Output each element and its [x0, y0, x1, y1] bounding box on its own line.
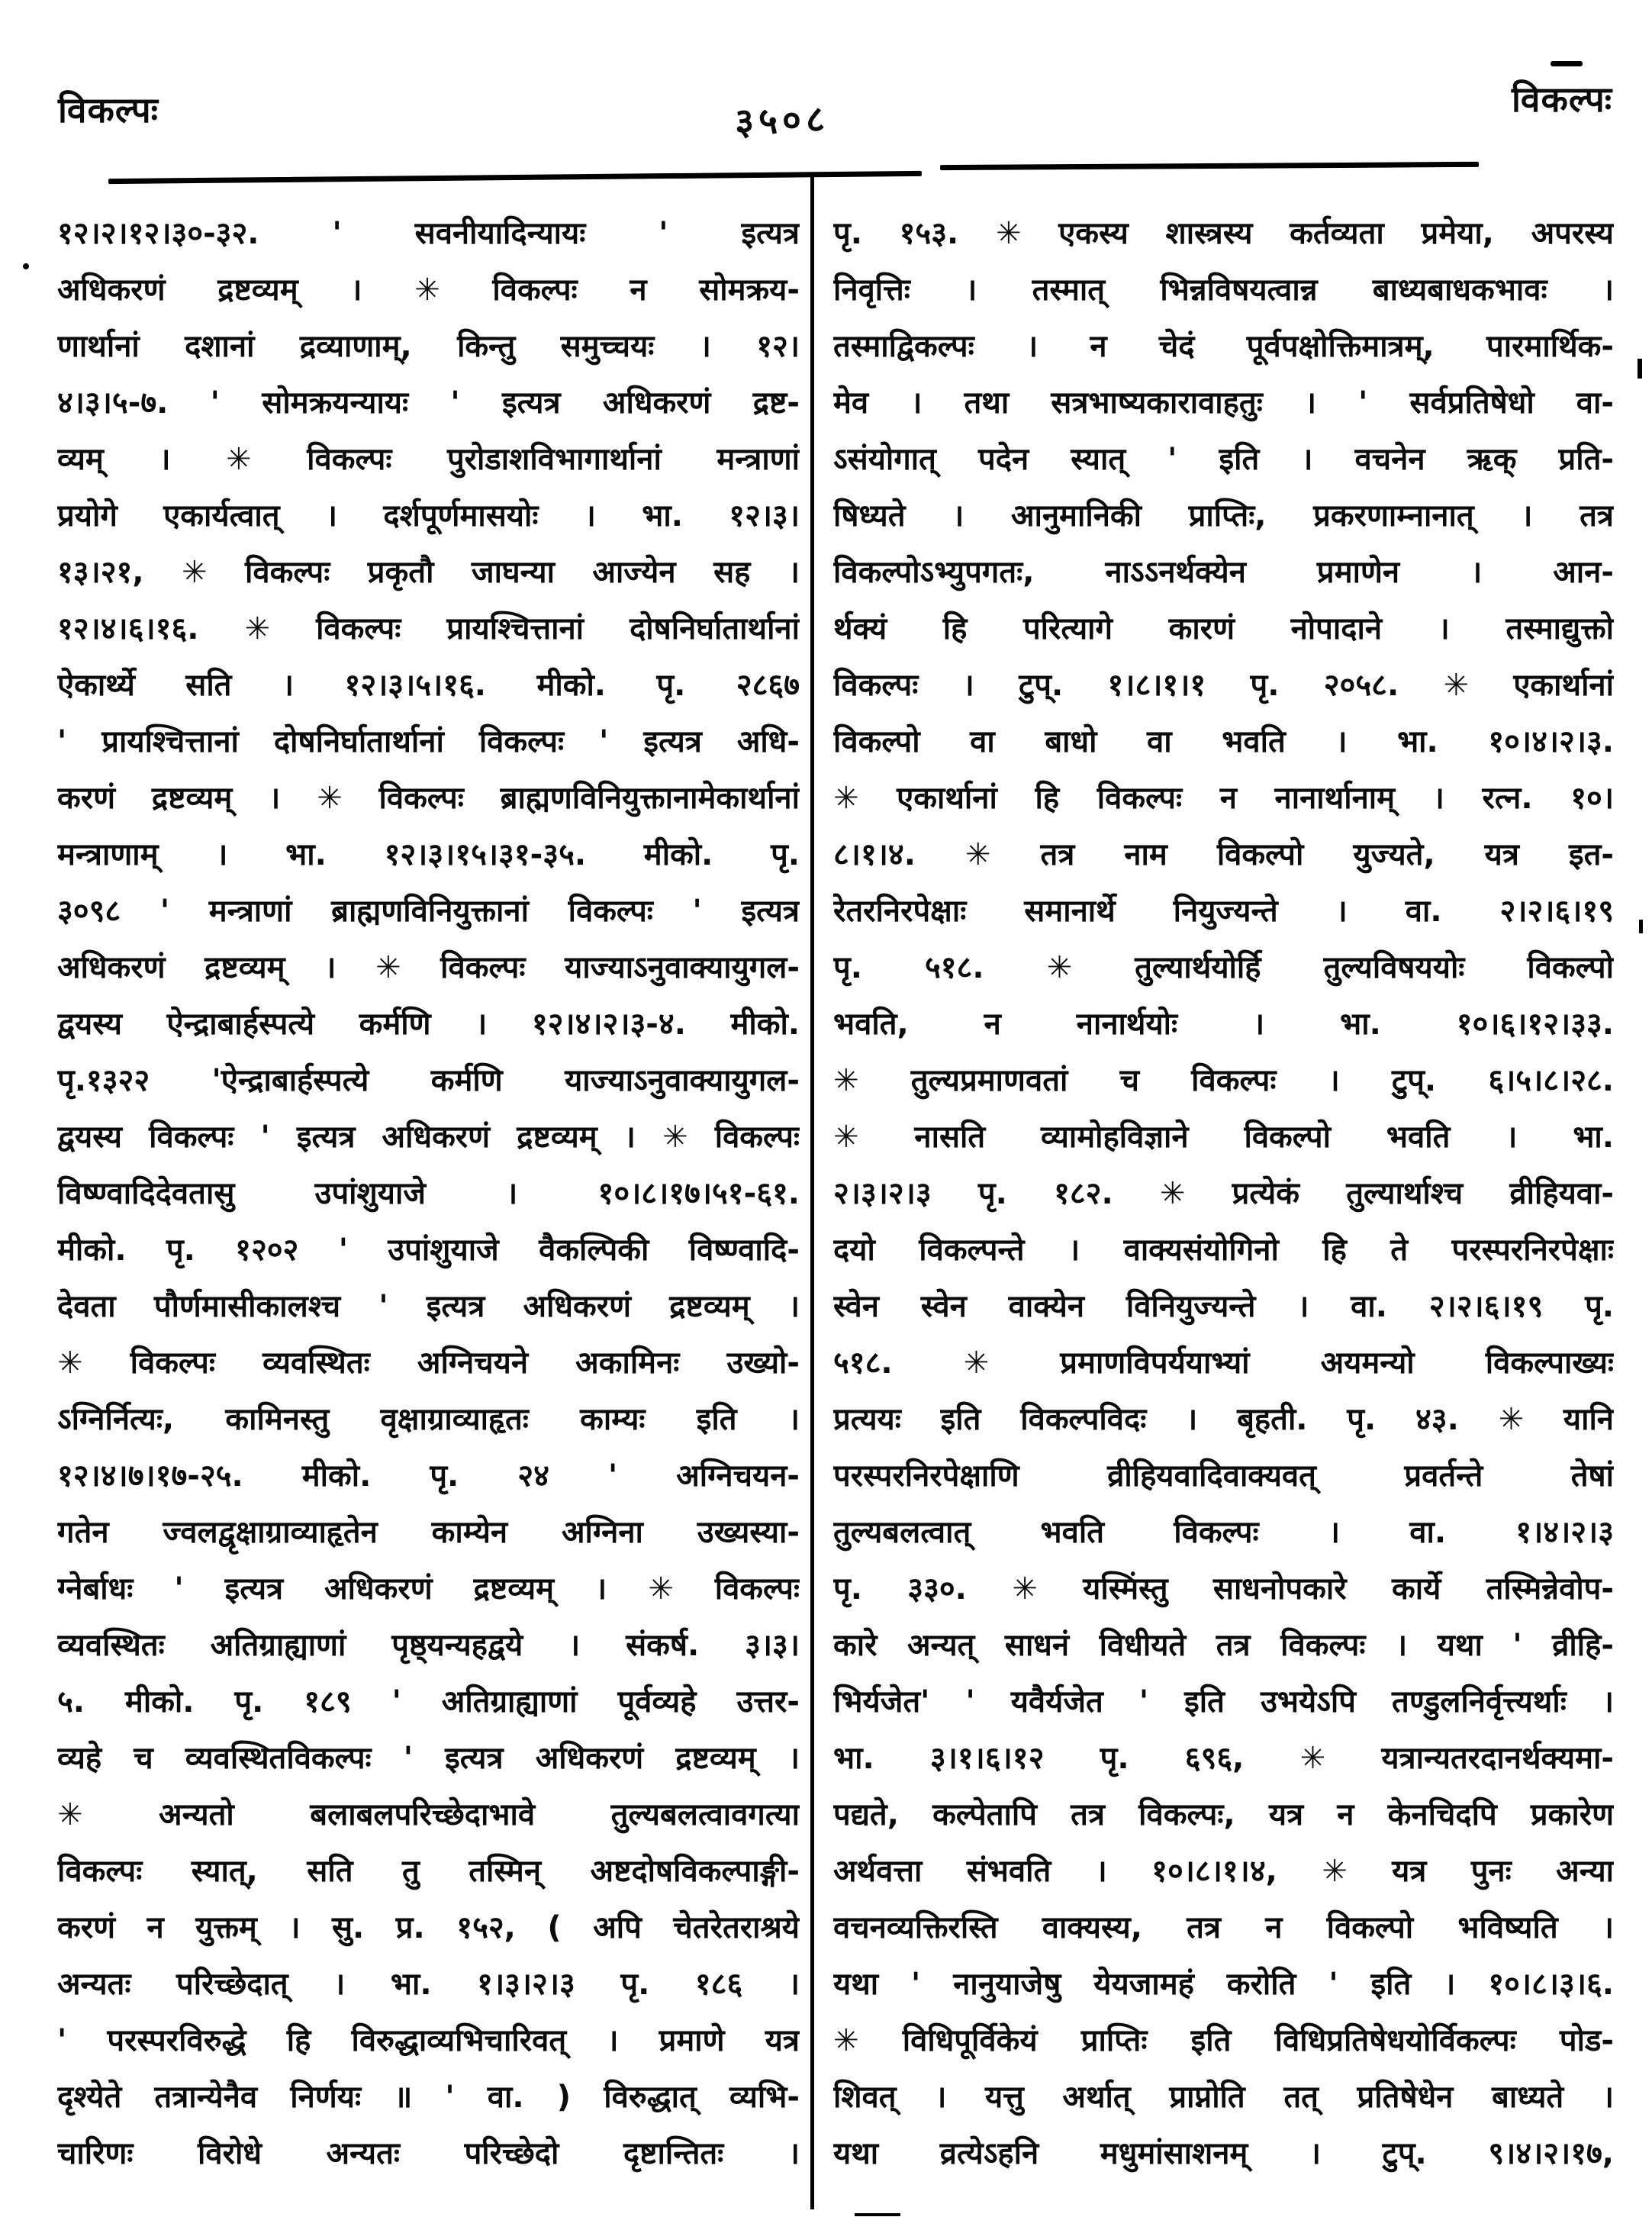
- text-line: १३।२१, ✳ विकल्पः प्रकृतौ जाघन्या आज्येन सह ।: [57, 555, 800, 590]
- text-line: परस्परनिरपेक्षाणि व्रीहियवादिवाक्यवत् प्रवर्तन्ते तेषां: [833, 1458, 1614, 1494]
- text-line: ✳ एकार्थानां हि विकल्पः न नानार्थानाम् । रत्न. १०।: [833, 781, 1614, 816]
- text-line: मन्त्राणाम् । भा. १२।३।१५।३१-३५. मीको. पृ.: [57, 837, 800, 872]
- left-column: [57, 206, 800, 2183]
- right-column: [833, 206, 1614, 2183]
- text-line: प्रयोगे एकार्यत्वात् । दर्शपूर्णमासयोः । भा. १२।३।: [57, 498, 800, 533]
- scan-artifact: [1551, 61, 1583, 66]
- text-line: दयो विकल्पन्ते । वाक्यसंयोगिनो हि ते परस्परनिरपेक्षाः: [833, 1233, 1614, 1268]
- text-line: ग्नेर्बाधः ' इत्यत्र अधिकरणं द्रष्टव्यम् । ✳ विकल्पः: [57, 1571, 800, 1606]
- header-keyword-left: विकल्पः: [58, 89, 159, 131]
- text-line: देवता पौर्णमासीकालश्च ' इत्यत्र अधिकरणं द्रष्टव्यम् ।: [57, 1289, 800, 1324]
- text-line: १२।२।१२।३०-३२. ' सवनीयादिन्यायः ' इत्यत्र: [57, 216, 800, 251]
- text-line: अधिकरणं द्रष्टव्यम् । ✳ विकल्पः न सोमक्रय-: [57, 272, 800, 308]
- text-line: ' परस्परविरुद्धे हि विरुद्धाव्यभिचारिवत् । प्रमाणे यत्र: [57, 2023, 800, 2058]
- text-line: अधिकरणं द्रष्टव्यम् । ✳ विकल्पः याज्याऽनुवाक्यायुगल-: [57, 950, 800, 985]
- text-line: तस्माद्विकल्पः । न चेदं पूर्वपक्षोक्तिमात्रम्, पारमार्थिक-: [833, 329, 1614, 364]
- text-line: यथा ' नानुयाजेषु येयजामहं करोति ' इति । १०।८।३।६.: [833, 1967, 1614, 2002]
- header-rule-right-segment: [940, 162, 1479, 170]
- text-line: द्वयस्य ऐन्द्राबार्हस्पत्ये कर्मणि । १२।४।२।३-४. मीको.: [57, 1007, 800, 1042]
- text-line: २।३।२।३ पृ. १८२. ✳ प्रत्येकं तुल्यार्थाश्च व्रीहियवा-: [833, 1176, 1614, 1211]
- text-line: भा. ३।१।६।१२ पृ. ६९६, ✳ यत्रान्यतरदानर्थक्यमा-: [833, 1741, 1614, 1776]
- text-line: विष्ण्वादिदेवतासु उपांशुयाजे । १०।८।१७।५१-६१.: [57, 1176, 800, 1211]
- text-line: ✳ तुल्यप्रमाणवतां च विकल्पः । टुप्. ६।५।८।२८.: [833, 1063, 1614, 1098]
- text-line: ४।३।५-७. ' सोमक्रयन्यायः ' इत्यत्र अधिकरणं द्रष्ट-: [57, 385, 800, 421]
- text-line: गतेन ज्वलद्वृक्षाग्राव्याहृतेन काम्येन अग्निना उख्यस्या-: [57, 1515, 800, 1550]
- text-line: शिवत् । यत्तु अर्थात् प्राप्नोति तत् प्रतिषेधेन बाध्यते ।: [833, 2080, 1614, 2115]
- scan-artifact: [1638, 359, 1642, 379]
- text-line: पृ. ५१८. ✳ तुल्यार्थयोर्हि तुल्यविषययोः विकल्पो: [833, 950, 1614, 985]
- text-line: प्रत्ययः इति विकल्पविदः । बृहती. पृ. ४३. ✳ यानि: [833, 1402, 1614, 1437]
- text-line: द्वयस्य विकल्पः ' इत्यत्र अधिकरणं द्रष्टव्यम् । ✳ विकल्पः: [57, 1120, 800, 1155]
- scan-artifact: [23, 263, 29, 269]
- text-line: पृ. १५३. ✳ एकस्य शास्त्रस्य कर्तव्यता प्रमेया, अपरस्य: [833, 216, 1614, 251]
- text-line: भवति, न नानार्थयोः । भा. १०।६।१२।३३.: [833, 1007, 1614, 1042]
- text-line: ५. मीको. पृ. १८९ ' अतिग्राह्याणां पूर्वव्यहे उत्तर-: [57, 1684, 800, 1719]
- text-line: ८।१।४. ✳ तत्र नाम विकल्पो युज्यते, यत्र इत-: [833, 837, 1614, 872]
- text-line: मेव । तथा सत्रभाष्यकारावाहतुः । ' सर्वप्रतिषेधो वा-: [833, 385, 1614, 421]
- text-line: विकल्पः स्यात्, सति तु तस्मिन् अष्टदोषविकल्पाङ्गी-: [57, 1854, 800, 1889]
- text-line: यथा व्रत्येऽहनि मधुमांसाशनम् । टुप्. ९।४।२।१७,: [833, 2136, 1614, 2171]
- text-line: विकल्पोऽभ्युपगतः, नाऽऽनर्थक्येन प्रमाणेन । आन-: [833, 555, 1614, 590]
- column-divider-rule: [810, 176, 814, 2209]
- text-line: रेतरनिरपेक्षाः समानार्थे नियुज्यन्ते । वा. २।२।६।१९: [833, 894, 1614, 929]
- text-line: दृश्येते तत्रान्येनैव निर्णयः ॥ ' वा. ) विरुद्धात् व्यभि-: [57, 2080, 800, 2115]
- text-line: र्थक्यं हि परित्यागे कारणं नोपादाने । तस्माद्युक्तो: [833, 611, 1614, 646]
- scan-artifact: [855, 2213, 900, 2216]
- text-line: षिध्यते । आनुमानिकी प्राप्तिः, प्रकरणाम्नानात् । तत्र: [833, 498, 1614, 533]
- text-line: करणं न युक्तम् । सु. प्र. १५२, ( अपि चेतरेतराश्रये: [57, 1910, 800, 1945]
- text-line: १२।४।७।१७-२५. मीको. पृ. २४ ' अग्निचयन-: [57, 1458, 800, 1494]
- text-line: पृ. ३३०. ✳ यस्मिंस्तु साधनोपकारे कार्ये तस्मिन्नेवोप-: [833, 1571, 1614, 1606]
- text-line: भिर्यजेत' ' यवैर्यजेत ' इति उभयेऽपि तण्डुलनिर्वृत्त्यर्थाः ।: [833, 1684, 1614, 1719]
- text-line: ✳ विकल्पः व्यवस्थितः अग्निचयने अकामिनः उख्यो-: [57, 1345, 800, 1381]
- text-line: ✳ विधिपूर्विकेयं प्राप्तिः इति विधिप्रतिषेधयोर्विकल्पः पोड-: [833, 2023, 1614, 2058]
- text-line: व्यवस्थितः अतिग्राह्याणां पृष्ठ्यन्यहद्वये । संकर्ष. ३।३।: [57, 1628, 800, 1663]
- text-line: ३०९८ ' मन्त्राणां ब्राह्मणविनियुक्तानां विकल्पः ' इत्यत्र: [57, 894, 800, 929]
- text-line: विकल्पो वा बाधो वा भवति । भा. १०।४।२।३.: [833, 724, 1614, 759]
- text-line: ✳ अन्यतो बलाबलपरिच्छेदाभावे तुल्यबलत्वावगत्या: [57, 1797, 800, 1832]
- text-line: ऽसंयोगात् पदेन स्यात् ' इति । वचनेन ऋक् प्रति-: [833, 442, 1614, 477]
- page-number: ३५०८: [734, 97, 830, 144]
- text-line: १२।४।६।१६. ✳ विकल्पः प्रायश्चित्तानां दोषनिर्घातार्थानां: [57, 611, 800, 646]
- header-keyword-right: विकल्पः: [1512, 79, 1612, 120]
- text-line: करणं द्रष्टव्यम् । ✳ विकल्पः ब्राह्मणविनियुक्तानामेकार्थानां: [57, 781, 800, 816]
- text-line: कारे अन्यत् साधनं विधीयते तत्र विकल्पः । यथा ' व्रीहि-: [833, 1628, 1614, 1663]
- text-line: पृ.१३२२ 'ऐन्द्राबार्हस्पत्ये कर्मणि याज्याऽनुवाक्यायुगल-: [57, 1063, 800, 1098]
- header-rule-left-segment: [108, 171, 922, 184]
- text-line: पद्यते, कल्पेतापि तत्र विकल्पः, यत्र न केनचिदपि प्रकारेण: [833, 1797, 1614, 1832]
- text-line: व्यम् । ✳ विकल्पः पुरोडाशविभागार्थानां मन्त्राणां: [57, 442, 800, 477]
- text-line: वचनव्यक्तिरस्ति वाक्यस्य, तत्र न विकल्पो भविष्यति ।: [833, 1910, 1614, 1945]
- text-line: ' प्रायश्चित्तानां दोषनिर्घातार्थानां विकल्पः ' इत्यत्र अधि-: [57, 724, 800, 759]
- text-line: अन्यतः परिच्छेदात् । भा. १।३।२।३ पृ. १८६ ।: [57, 1967, 800, 2002]
- text-line: णार्थानां दशानां द्रव्याणाम्, किन्तु समुच्चयः । १२।: [57, 329, 800, 364]
- text-line: ५१८. ✳ प्रमाणविपर्ययाभ्यां अयमन्यो विकल्पाख्यः: [833, 1345, 1614, 1381]
- text-line: अर्थवत्ता संभवति । १०।८।१।४, ✳ यत्र पुनः अन्या: [833, 1854, 1614, 1889]
- scan-artifact: [1639, 920, 1643, 933]
- text-line: ✳ नासति व्यामोहविज्ञाने विकल्पो भवति । भा.: [833, 1120, 1614, 1155]
- text-line: विकल्पः । टुप्. १।८।१।१ पृ. २०५८. ✳ एकार्थानां: [833, 668, 1614, 703]
- text-line: स्वेन स्वेन वाक्येन विनियुज्यन्ते । वा. २।२।६।१९ पृ.: [833, 1289, 1614, 1324]
- text-line: व्यहे च व्यवस्थितविकल्पः ' इत्यत्र अधिकरणं द्रष्टव्यम् ।: [57, 1741, 800, 1776]
- text-line: तुल्यबलत्वात् भवति विकल्पः । वा. १।४।२।३: [833, 1515, 1614, 1550]
- text-line: निवृत्तिः । तस्मात् भिन्नविषयत्वान्न बाध्यबाधकभावः ।: [833, 272, 1614, 308]
- text-line: ऽग्निर्नित्यः, कामिनस्तु वृक्षाग्राव्याहृतः काम्यः इति ।: [57, 1402, 800, 1437]
- text-line: ऐकार्थ्ये सति । १२।३।५।१६. मीको. पृ. २८६७: [57, 668, 800, 703]
- text-line: मीको. पृ. १२०२ ' उपांशुयाजे वैकल्पिकी विष्ण्वादि-: [57, 1233, 800, 1268]
- text-line: चारिणः विरोधे अन्यतः परिच्छेदो दृष्टान्तितः ।: [57, 2136, 800, 2171]
